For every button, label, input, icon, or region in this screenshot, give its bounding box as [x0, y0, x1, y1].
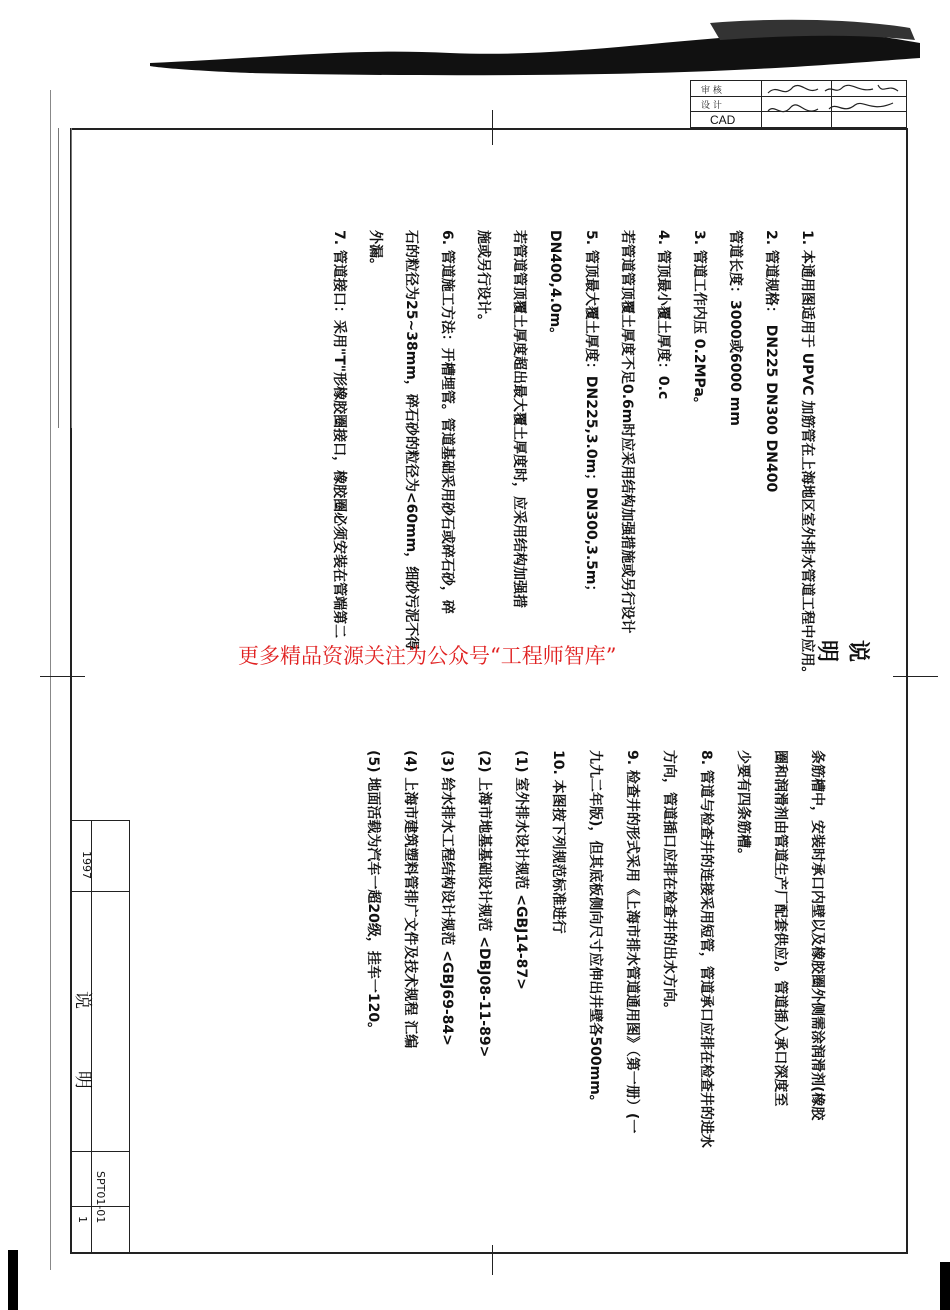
note-line: 4. 管顶最小覆土厚度：0.c: [655, 230, 671, 400]
scan-mark-right: [940, 1262, 950, 1310]
center-mark-bottom: [492, 1245, 493, 1275]
note-line: 2. 管道规格： DN225 DN300 DN400: [763, 230, 779, 493]
note-line: 若管道管顶覆土厚度超出最大覆土厚度时，应采用结构加强措: [511, 230, 527, 608]
signatures: [763, 81, 903, 127]
note-line: 10. 本图按下列规范标准进行: [550, 750, 566, 934]
note-line: 3. 管道工作内压 0.2MPa。: [691, 230, 707, 411]
note-line: 5. 管顶最大覆土厚度：DN225,3.0m；DN300,3.5m；: [583, 230, 599, 599]
scan-mark-left: [8, 1250, 18, 1310]
frame-right: [906, 128, 908, 1253]
note-line: 施或另行设计。: [475, 230, 491, 328]
note-line: DN400,4.0m。: [547, 230, 563, 342]
note-line: (2) 上海市地基基础设计规范 <DBJ08-11-89>: [476, 750, 492, 1058]
note-line: 8. 管道与检查井的连接采用短管，管道承口应排在检查井的进水: [698, 750, 714, 1148]
cad-label: CAD: [710, 113, 736, 127]
note-line: 7. 管道接口：采用"T"形橡胶圈接口，橡胶圈必须安装在管端第二: [331, 230, 347, 639]
note-line: 管道长度：3000或6000 mm: [727, 230, 743, 426]
note-line: 九九二年版)，但其底板侧向尺寸应伸出井壁各500mm。: [587, 750, 603, 1109]
note-line: (5) 地面活载为汽车一超20级，挂车一120。: [365, 750, 381, 1037]
frame-bottom: [70, 1252, 908, 1254]
note-line: 外漏。: [367, 230, 383, 272]
outer-left: [50, 90, 51, 1270]
frame-top: [70, 128, 908, 130]
center-mark-right: [893, 676, 938, 677]
title-block: [70, 820, 130, 1254]
note-line: 6. 管道施工方法：开槽埋管。管道基础采用砂石或碎石砂，碎: [439, 230, 455, 614]
reviewer-label: 审 核: [701, 86, 722, 96]
note-line: 圈和润滑剂由管道生产厂配套供应)。管道插入承口深度至: [772, 750, 788, 1107]
note-line: 9. 检查井的形式采用《上海市排水管道通用图》（第一册）(一: [624, 750, 640, 1134]
page-number: 1: [76, 1216, 89, 1223]
center-mark-left: [40, 676, 85, 677]
page-heading: 说 明: [814, 640, 871, 693]
drawing-notes: [95, 140, 885, 1220]
watermark-text: 更多精品资源关注为公众号“工程师智库”: [238, 644, 617, 668]
note-line: 1. 本通用图适用于 UPVC 加筋管在上海地区室外排水管道工程中应用。: [799, 230, 815, 681]
note-line: (1) 室外排水设计规范 <GBJ14-87>: [513, 750, 529, 990]
note-line: 方向，管道插口应排在检查井的出水方向。: [661, 750, 677, 1016]
note-line: (4) 上海市建筑塑料管排广文件及技术规程 汇编: [402, 750, 418, 1049]
notes-right-column: [354, 750, 835, 1190]
note-line: (3) 给水排水工程结构设计规范 <GBJ69-84>: [439, 750, 455, 1046]
note-line: 若管道管顶覆土厚度不足0.6m时应采用结构加强措施或另行设计: [619, 230, 635, 634]
drawing-number: SPT01-01: [94, 1171, 107, 1224]
note-line: 条筋槽中，安装时承口内壁以及橡胶圈外侧需涂润滑剂(橡胶: [809, 750, 825, 1121]
scan-smudge: [150, 18, 920, 78]
note-line: 石的粒径为25~38mm，碎石砂的粒径为<60mm，细砂污泥不得: [403, 230, 419, 651]
note-line: 少要有四条筋槽。: [735, 750, 751, 862]
side-strip: [58, 128, 72, 428]
title-block-year: 1997: [80, 851, 93, 879]
title-block-title: 说 明: [72, 991, 93, 1117]
designer-label: 设 计: [701, 101, 722, 111]
